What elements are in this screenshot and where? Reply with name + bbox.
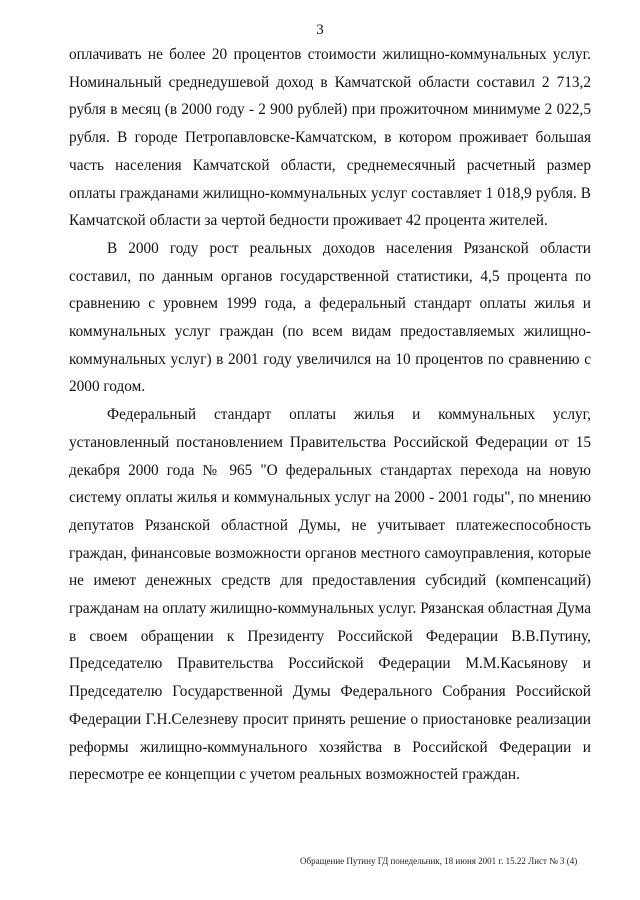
page-footer: Обращение Путину ГД понедельник, 18 июня 2001 г. 15.22 Лист № 3 (4) (300, 856, 578, 866)
paragraph-federal-standard: Федеральный стандарт оплаты жилья и коммунальных услуг, установленный постановлением Правительства Российской Федерации от 15 декабря 2000 года № 965 "О федеральных стандартах перехода на новую систему оплаты жилья и коммунальных услуг на 2000 - 2001 годы", по мнению депутатов Рязанской областной Думы, не учитывает платежеспособность граждан, финансовые возможности органов местного самоуправления, которые не имеют денежных средств для предоставления субсидий (компенсаций) гражданам на оплату жилищно-коммунальных услуг. Рязанская областная Дума в своем обращении к Президенту Российской Федерации В.В.Путину, Председателю Правительства Российской Федерации М.М.Касьянову и Председателю Государственной Думы Федерального Собрания Российской Федерации Г.Н.Селезневу просит принять решение о приостановке реализации реформы жилищно-коммунального хозяйства в Российской Федерации и пересмотре ее концепции с учетом реальных возможностей граждан. (69, 406, 591, 784)
document-body (69, 41, 591, 789)
paragraph-continuation: оплачивать не более 20 процентов стоимости жилищно-коммунальных услуг. Номинальный среднедушевой доход в Камчатской области составил 2 713,2 рубля в месяц (в 2000 году - 2 900 рублей) при прожиточном минимуме 2 022,5 рубля. В городе Петропавловске-Камчатском, в котором проживает большая часть населения Камчатской области, среднемесячный расчетный размер оплаты гражданами жилищно-коммунальных услуг составляет 1 018,9 рубля. В Камчатской области за чертой бедности проживает 42 процента жителей. (69, 46, 591, 230)
paragraph-ryazan-income: В 2000 году рост реальных доходов населения Рязанской области составил, по данным органов государственной статистики, 4,5 процента по сравнению с уровнем 1999 года, а федеральный стандарт оплаты жилья и коммунальных услуг граждан (по всем видам предоставляемых жилищно-коммунальных услуг) в 2001 году увеличился на 10 процентов по сравнению с 2000 годом. (69, 239, 591, 396)
page-number: 3 (316, 22, 324, 38)
